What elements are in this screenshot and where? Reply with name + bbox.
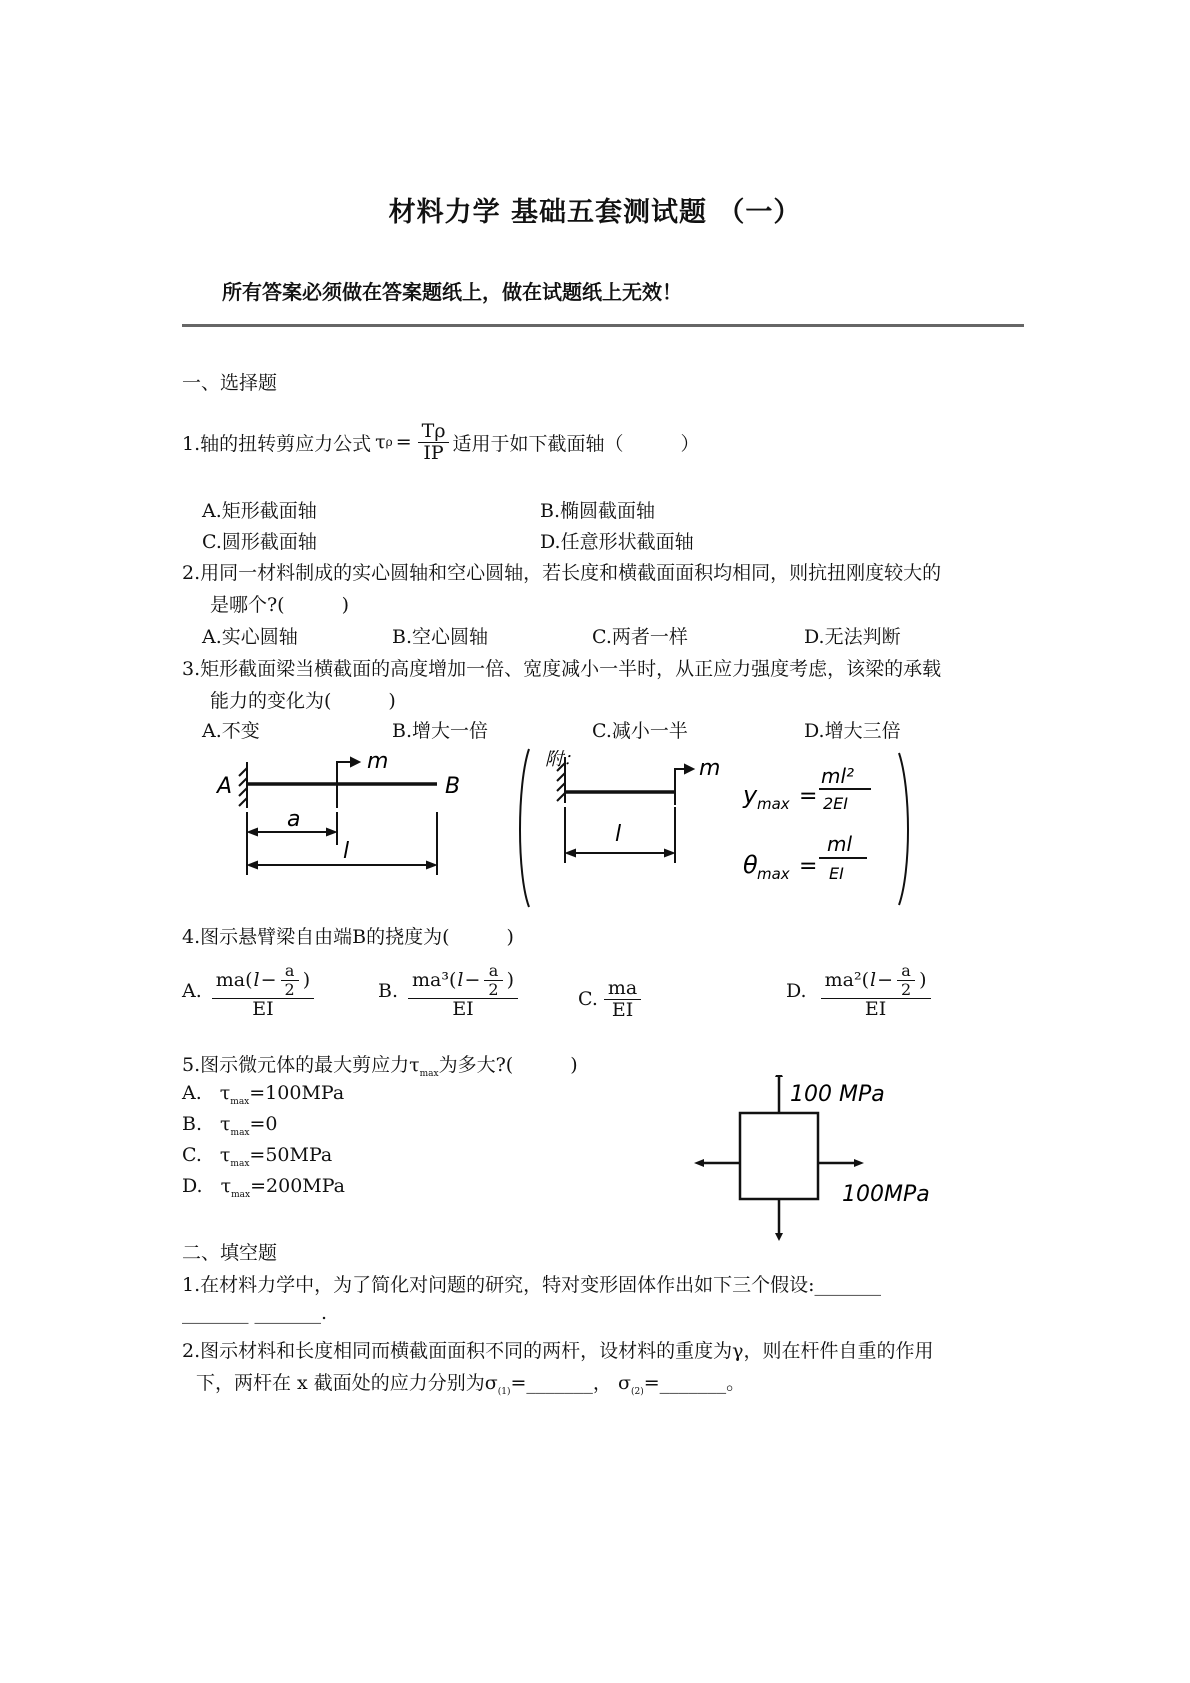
theta-max-equals: =	[799, 854, 818, 879]
q5-b-tau: τ	[220, 1113, 231, 1135]
theta-max-numerator: ml	[827, 832, 853, 856]
q4-d-num-l: l	[869, 968, 877, 991]
beam-label-a: A	[217, 774, 233, 799]
q1-option-d: D.任意形状截面轴	[540, 531, 694, 553]
q1-formula-denominator: IP	[423, 441, 444, 464]
q4-d-inner-den: 2	[900, 979, 912, 999]
stress-element-figure	[690, 1075, 960, 1245]
q5-d-label: D.	[182, 1175, 203, 1197]
beam-label-b: B	[445, 774, 461, 799]
q4-d-label: D.	[786, 980, 807, 1003]
q5-a-val: =100MPa	[249, 1082, 345, 1104]
question-1	[182, 412, 700, 472]
q5-text-post: 为多大?( )	[438, 1054, 578, 1076]
fill-q2-sub1: (1)	[497, 1386, 511, 1397]
beam-label-m: m	[367, 750, 389, 774]
q1-rho: ρ	[385, 435, 393, 449]
q1-prefix: 1.轴的扭转剪应力公式	[182, 432, 372, 455]
q4-d-inner-num: a	[897, 962, 915, 981]
question-2-line1: 2.用同一材料制成的实心圆轴和空心圆轴，若长度和横截面面积均相同，则抗扭刚度较大的	[182, 562, 942, 584]
q1-option-c: C.圆形截面轴	[202, 531, 317, 553]
q4-a-inner-num: a	[281, 962, 299, 981]
q4-c-num: ma	[604, 978, 641, 1000]
q4-option-d	[786, 962, 934, 1020]
q5-b-label: B.	[182, 1113, 203, 1135]
y-max-numerator: ml²	[821, 764, 855, 788]
stress-label-top: 100 MPa	[790, 1082, 885, 1107]
section-heading-choice: 一、选择题	[182, 372, 278, 394]
q4-d-num-minus: −	[877, 968, 893, 991]
question-3-line1: 3.矩形截面梁当横截面的高度增加一倍、宽度减小一半时，从正应力强度考虑，该梁的承载	[182, 658, 942, 680]
y-max-denominator: 2EI	[823, 794, 849, 813]
q5-a-label: A.	[182, 1082, 202, 1104]
q1-formula-numerator: Tρ	[418, 421, 450, 443]
fill-question-1-line1: 1.在材料力学中，为了简化对问题的研究，特对变形固体作出如下三个假设:_______	[182, 1274, 882, 1296]
q5-d-sub: max	[231, 1189, 251, 1200]
q5-b-sub: max	[230, 1127, 250, 1138]
question-3-line2: 能力的变化为( )	[210, 690, 396, 712]
q5-c-tau: τ	[219, 1144, 231, 1166]
q3-option-b: B.增大一倍	[392, 720, 489, 742]
cantilever-beam-figure	[205, 750, 485, 890]
fill-question-1-line2: _______ _______.	[182, 1302, 328, 1324]
header-divider	[182, 324, 1024, 327]
q4-a-num-l: l	[253, 968, 260, 991]
q2-option-c: C.两者一样	[592, 626, 688, 648]
beam-label-l: l	[343, 839, 350, 864]
appendix-label: 附：	[545, 749, 581, 770]
fill-q2-mid: =_______， σ	[510, 1372, 631, 1394]
q5-option-d	[182, 1175, 345, 1200]
question-2-line2: 是哪个?( )	[210, 594, 350, 616]
q5-d-val: =200MPa	[250, 1175, 346, 1197]
theta-max-denominator: EI	[829, 864, 844, 883]
q2-option-a: A.实心圆轴	[202, 626, 298, 648]
q1-suffix: 适用于如下截面轴（ ）	[452, 432, 700, 455]
q4-a-label: A.	[182, 980, 202, 1003]
q5-c-label: C.	[182, 1144, 202, 1166]
q4-c-label: C.	[578, 988, 598, 1011]
q4-a-fraction	[212, 962, 314, 1020]
q4-b-num-minus: −	[464, 968, 481, 991]
q2-option-b: B.空心圆轴	[392, 626, 489, 648]
q4-a-num-minus: −	[260, 968, 277, 991]
q5-option-a	[182, 1082, 344, 1107]
q5-a-tau: τ	[219, 1082, 231, 1104]
q4-b-inner-den: 2	[488, 979, 499, 999]
q5-c-sub: max	[230, 1158, 250, 1169]
q1-formula-fraction	[418, 421, 450, 464]
q4-b-num-post: )	[506, 968, 514, 991]
appendix-label-m: m	[699, 756, 721, 781]
q2-option-d: D.无法判断	[804, 626, 901, 648]
theta-max-symbol: θ	[743, 851, 758, 879]
q5-text-pre: 5.图示微元体的最大剪应力τ	[182, 1054, 420, 1076]
y-max-symbol: y	[743, 781, 758, 809]
q4-a-inner-den: 2	[284, 979, 295, 999]
q4-b-inner-num: a	[484, 962, 502, 981]
q5-text-sub: max	[419, 1068, 439, 1079]
theta-max-subscript: max	[757, 865, 790, 883]
q4-b-num-l: l	[457, 968, 464, 991]
q4-d-num-pre: ma²(	[824, 968, 869, 991]
q4-c-fraction	[604, 978, 641, 1021]
q3-option-c: C.减小一半	[592, 720, 688, 742]
beam-label-a-dim: a	[287, 807, 301, 832]
question-4: 4.图示悬臂梁自由端B的挠度为( )	[182, 926, 514, 948]
fill-q2-end: =_______。	[643, 1372, 746, 1394]
answer-notice: 所有答案必须做在答案题纸上，做在试题纸上无效！	[222, 280, 682, 304]
q4-b-den: EI	[452, 998, 474, 1021]
q4-b-fraction	[408, 962, 518, 1020]
appendix-formula-figure	[515, 745, 915, 915]
y-max-subscript: max	[757, 795, 790, 813]
page-title: 材料力学 基础五套测试题 （一）	[388, 197, 802, 228]
q4-d-den: EI	[864, 998, 887, 1021]
q5-c-val: =50MPa	[249, 1144, 333, 1166]
stress-element-square	[740, 1113, 818, 1199]
q4-option-c	[578, 978, 644, 1021]
q5-a-sub: max	[230, 1096, 250, 1107]
q3-option-a: A.不变	[202, 720, 260, 742]
q5-b-val: =0	[249, 1113, 278, 1135]
fill-q2-sub2: (2)	[630, 1386, 644, 1397]
q1-option-b: B.椭圆截面轴	[540, 500, 656, 522]
section-heading-fill: 二、填空题	[182, 1242, 278, 1264]
q4-a-den: EI	[252, 998, 274, 1021]
q1-equals: =	[395, 431, 412, 453]
q4-option-a	[182, 962, 317, 1020]
y-max-equals: =	[799, 784, 818, 809]
q4-a-num-pre: ma(	[215, 968, 253, 991]
q3-option-d: D.增大三倍	[804, 720, 901, 742]
fill-question-2-line2	[196, 1368, 745, 1397]
q5-option-c	[182, 1144, 332, 1169]
q1-option-a: A.矩形截面轴	[202, 500, 317, 522]
q5-option-b	[182, 1113, 278, 1138]
fill-q2-pre: 下，两杆在 x 截面处的应力分别为σ	[196, 1372, 498, 1394]
q4-a-num-post: )	[302, 968, 311, 991]
q1-tau: τ	[375, 431, 386, 453]
stress-label-right: 100MPa	[842, 1182, 930, 1207]
appendix-right-bracket	[899, 753, 908, 905]
q4-d-fraction	[821, 962, 931, 1020]
q4-option-b	[378, 962, 521, 1020]
q5-d-tau: τ	[220, 1175, 232, 1197]
q4-c-den: EI	[611, 998, 634, 1021]
appendix-left-bracket	[520, 749, 529, 907]
appendix-label-l: l	[615, 822, 622, 847]
q4-b-num-pre: ma³(	[412, 968, 457, 991]
fill-question-2-line1: 2.图示材料和长度相同而横截面面积不同的两杆，设材料的重度为γ，则在杆件自重的作用	[182, 1340, 934, 1362]
q4-b-label: B.	[378, 980, 399, 1003]
question-5	[182, 1050, 578, 1079]
q4-d-num-post: )	[919, 968, 927, 991]
